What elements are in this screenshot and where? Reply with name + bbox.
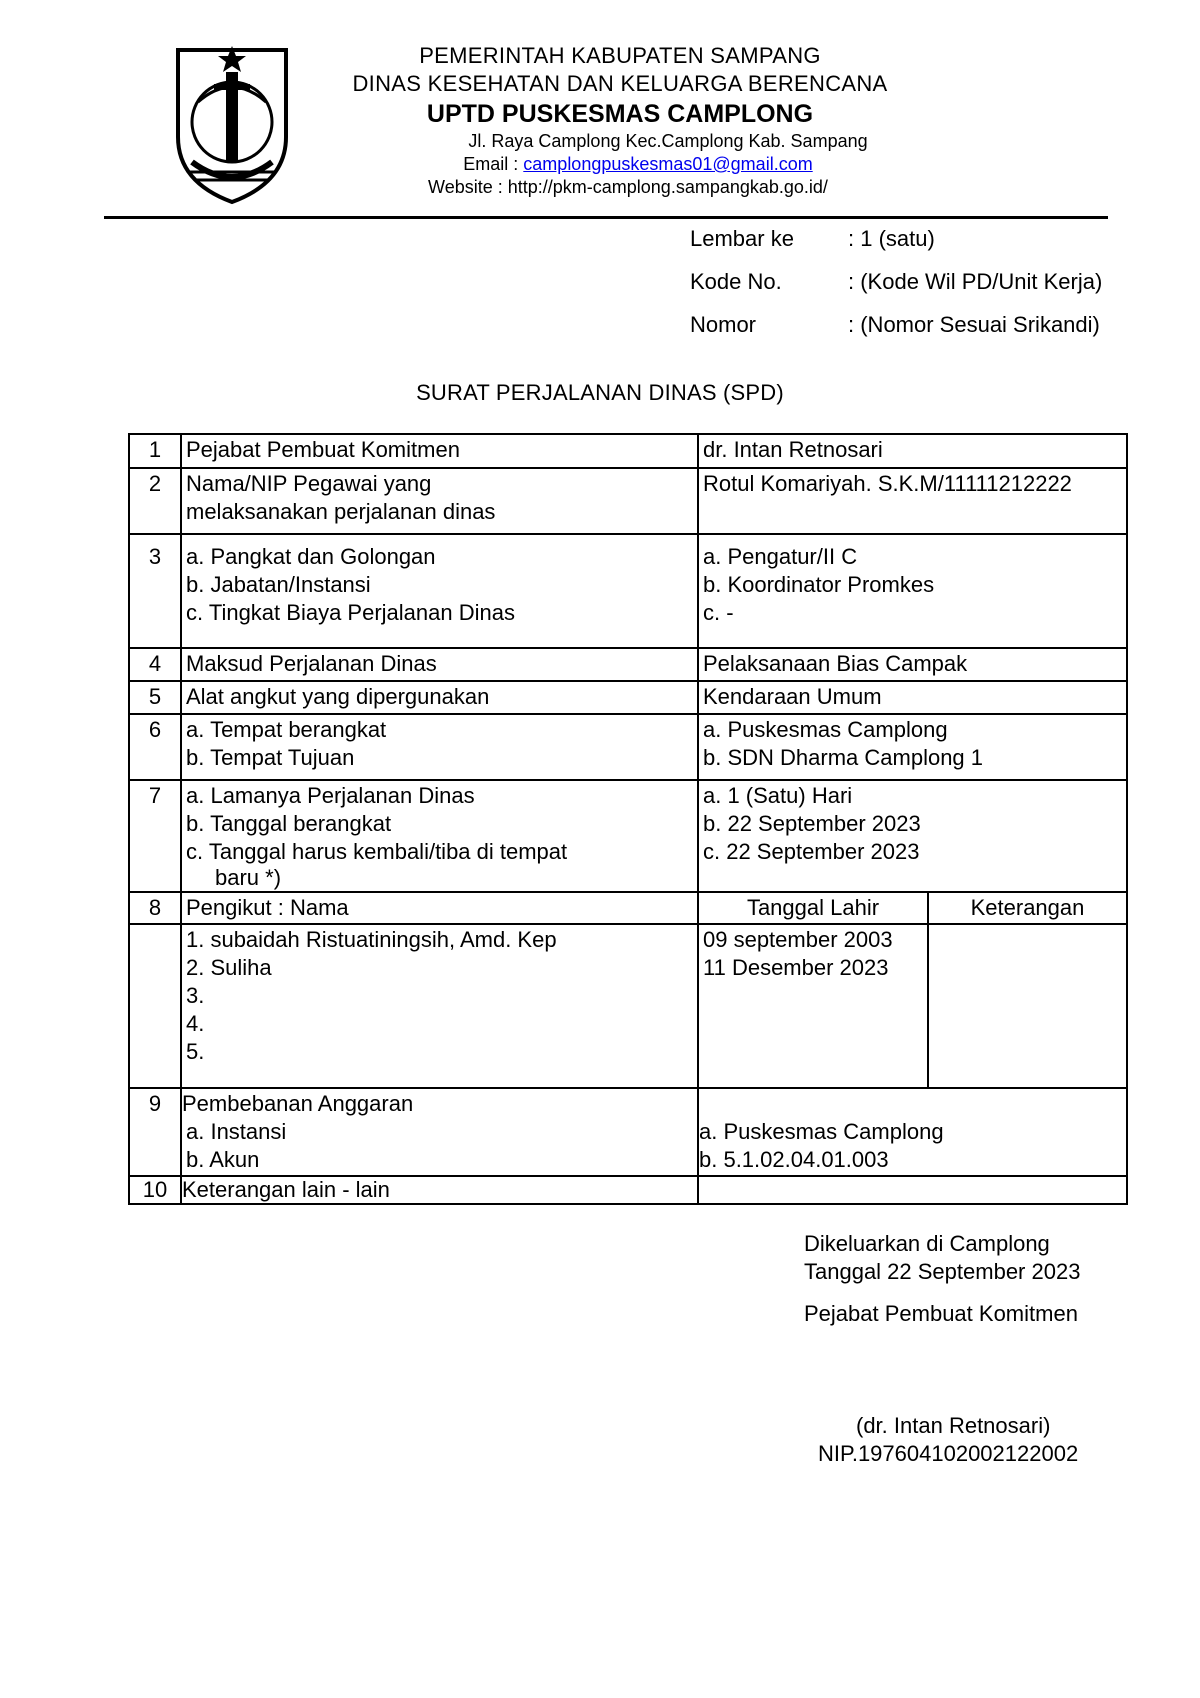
row-number: 9 (129, 1088, 181, 1176)
label-line: b. Tempat Tujuan (186, 745, 355, 770)
institution-name: UPTD PUSKESMAS CAMPLONG (426, 100, 814, 128)
followers-dates (698, 924, 928, 1088)
row-value (698, 1088, 1127, 1176)
address: Jl. Raya Camplong Kec.Camplong Kab. Sampang (468, 131, 868, 151)
letterhead-divider (104, 216, 1108, 219)
meta-row (690, 267, 1102, 310)
meta-label: Nomor (690, 312, 757, 337)
row-value: Kendaraan Umum (698, 681, 1127, 714)
table-row (129, 434, 1127, 468)
followers-names (181, 924, 698, 1088)
row-label (181, 468, 698, 534)
meta-value: : (Nomor Sesuai Srikandi) (848, 312, 1100, 337)
row-label: Maksud Perjalanan Dinas (181, 648, 698, 681)
value-line: a. 1 (Satu) Hari (703, 783, 853, 808)
row-number: 2 (129, 468, 181, 534)
issued-place: Dikeluarkan di Camplong (804, 1231, 1050, 1256)
row-label: Alat angkut yang dipergunakan (181, 681, 698, 714)
row-number: 5 (129, 681, 181, 714)
value-line: a. Puskesmas Camplong (699, 1119, 944, 1144)
row-value: dr. Intan Retnosari (698, 434, 1127, 468)
row-number: 4 (129, 648, 181, 681)
meta-label: Lembar ke (690, 226, 794, 251)
row-value (698, 534, 1127, 648)
meta-value: : 1 (satu) (848, 226, 935, 251)
table-row (129, 924, 1127, 1088)
value-line: b. SDN Dharma Camplong 1 (703, 745, 984, 770)
table-row (129, 534, 1127, 648)
row-value: Pelaksanaan Bias Campak (698, 648, 1127, 681)
spd-table (128, 433, 1128, 1205)
document-title: SURAT PERJALANAN DINAS (SPD) (416, 380, 784, 405)
row-number (129, 924, 181, 1088)
row-value (698, 714, 1127, 780)
row-label (181, 1088, 698, 1176)
signer-role: Pejabat Pembuat Komitmen (804, 1301, 1078, 1326)
meta-value: : (Kode Wil PD/Unit Kerja) (848, 269, 1103, 294)
column-header: Keterangan (928, 892, 1127, 924)
list-item: 2. Suliha (186, 955, 272, 980)
label-line: Nama/NIP Pegawai yang (186, 471, 432, 496)
table-row (129, 1088, 1127, 1176)
column-header: Tanggal Lahir (698, 892, 928, 924)
list-item: 5. (186, 1039, 205, 1064)
label-line: b. Jabatan/Instansi (186, 572, 371, 597)
value-line: c. 22 September 2023 (703, 839, 920, 864)
signer-name: (dr. Intan Retnosari) (856, 1413, 1051, 1438)
row-number: 7 (129, 780, 181, 892)
letterhead (300, 42, 940, 199)
email-label: Email : (463, 154, 524, 174)
signer-nip: NIP.197604102002122002 (818, 1441, 1079, 1466)
table-row (129, 892, 1127, 924)
row-number: 10 (129, 1176, 181, 1204)
table-row (129, 648, 1127, 681)
list-item: 1. subaidah Ristuatiningsih, Amd. Kep (186, 927, 557, 952)
government-line: PEMERINTAH KABUPATEN SAMPANG (419, 43, 821, 68)
list-item: 3. (186, 983, 205, 1008)
label-line: c. Tingkat Biaya Perjalanan Dinas (186, 600, 515, 625)
row-value (698, 1176, 1127, 1204)
value-line: a. Puskesmas Camplong (703, 717, 948, 742)
signer-identity (804, 1412, 1124, 1468)
meta-row (690, 224, 1102, 267)
email-line (300, 153, 940, 176)
table-row (129, 681, 1127, 714)
value-line: b. 5.1.02.04.01.003 (699, 1147, 889, 1172)
label-line: b. Tanggal berangkat (186, 811, 392, 836)
meta-label: Kode No. (690, 269, 782, 294)
list-item: 11 Desember 2023 (703, 955, 889, 980)
label-line: a. Instansi (186, 1119, 287, 1144)
followers-notes (928, 924, 1127, 1088)
table-row (129, 468, 1127, 534)
agency-line: DINAS KESEHATAN DAN KELUARGA BERENCANA (352, 71, 888, 96)
table-row (129, 780, 1127, 892)
label-line: c. Tanggal harus kembali/tiba di tempat (186, 839, 568, 864)
row-number: 3 (129, 534, 181, 648)
label-line: b. Akun (186, 1147, 260, 1172)
row-label: Keterangan lain - lain (181, 1176, 698, 1204)
label-line: a. Lamanya Perjalanan Dinas (186, 783, 475, 808)
label-line: melaksanakan perjalanan dinas (186, 499, 496, 524)
row-label (181, 714, 698, 780)
row-label (181, 534, 698, 648)
value-line: b. Koordinator Promkes (703, 572, 935, 597)
issued-date: Tanggal 22 September 2023 (804, 1259, 1081, 1284)
regency-emblem-icon (168, 42, 296, 207)
list-item: 09 september 2003 (703, 927, 893, 952)
row-label: Pengikut : Nama (181, 892, 698, 924)
value-line: a. Pengatur/II C (703, 544, 858, 569)
row-label: Pejabat Pembuat Komitmen (181, 434, 698, 468)
row-label (181, 780, 698, 892)
label-line: baru *) (215, 865, 282, 890)
row-value (698, 780, 1127, 892)
value-line: b. 22 September 2023 (703, 811, 921, 836)
row-number: 1 (129, 434, 181, 468)
row-number: 8 (129, 892, 181, 924)
label-line: a. Pangkat dan Golongan (186, 544, 436, 569)
meta-row (690, 310, 1102, 353)
document-meta (690, 224, 1102, 353)
list-item: 4. (186, 1011, 205, 1036)
table-row (129, 714, 1127, 780)
table-row (129, 1176, 1127, 1204)
value-line: c. - (703, 600, 734, 625)
label-line: Pembebanan Anggaran (182, 1091, 414, 1116)
signature-block (804, 1230, 1080, 1328)
row-value: Rotul Komariyah. S.K.M/11111212222 (698, 468, 1127, 534)
website-line: Website : http://pkm-camplong.sampangkab.go.id/ (428, 177, 828, 197)
label-line: a. Tempat berangkat (186, 717, 387, 742)
row-number: 6 (129, 714, 181, 780)
email-link[interactable]: camplongpuskesmas01@gmail.com (523, 154, 813, 174)
